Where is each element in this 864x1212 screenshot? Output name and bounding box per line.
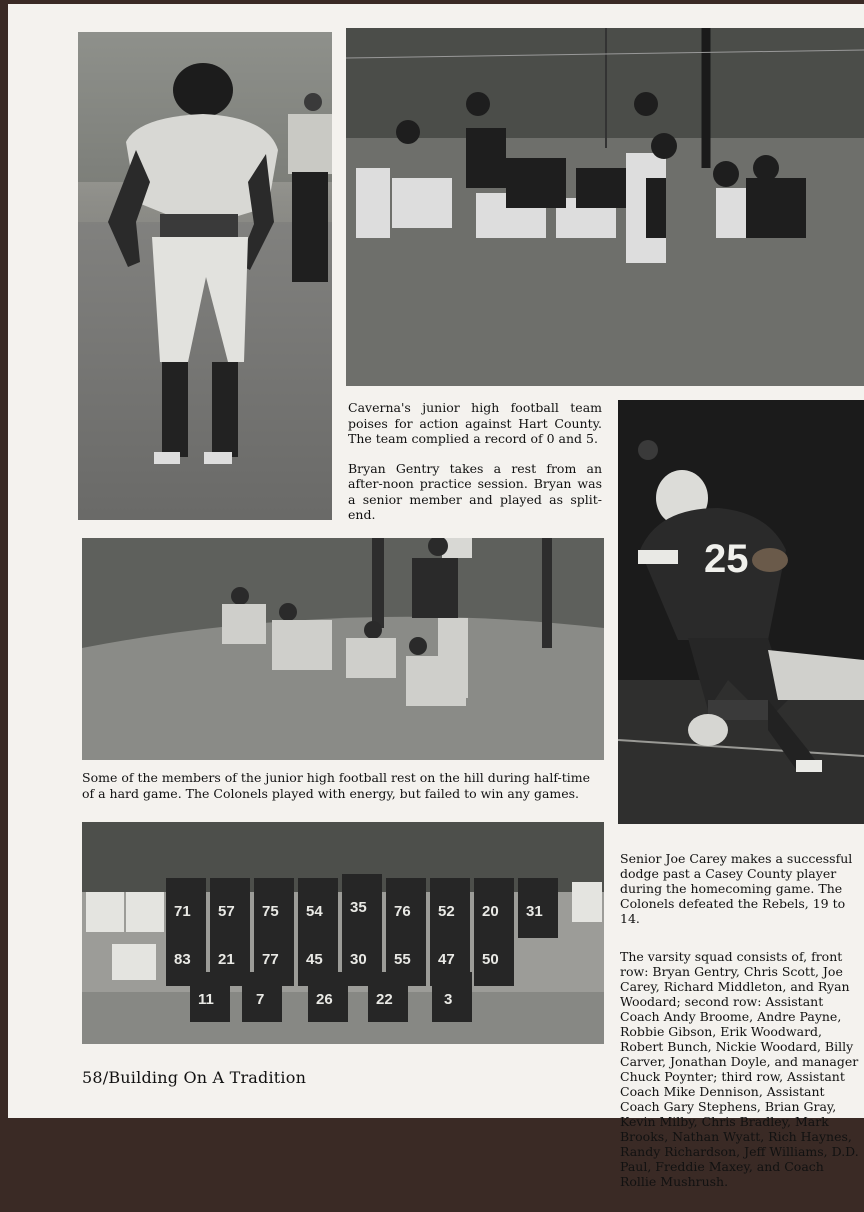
- team-number-15: 55: [394, 951, 411, 968]
- page-folio: 58/Building On A Tradition: [82, 1068, 307, 1087]
- lineup-caption-block: [348, 400, 602, 537]
- team-number-19: 7: [256, 991, 265, 1008]
- team-number-5: 35: [350, 899, 367, 916]
- practice-photo: [78, 32, 332, 520]
- runner-caption-block: [620, 836, 864, 1212]
- team-number-4: 54: [306, 903, 323, 920]
- team-number-16: 47: [438, 951, 455, 968]
- team-number-13: 45: [306, 951, 323, 968]
- runner-jersey-number: 25: [704, 537, 749, 581]
- photo-ball-carrier-25-icon: [618, 400, 864, 824]
- squad-caption: The varsity squad consists of, front row: Bryan Gentry, Chris Scott, Joe Carey, Richard Middleton, and Ryan Woodard; second row: Assistant Coach Andy Broome, Andre Payne, Robbie Gibson, Erik Woodward, Robert Bunch, Nickie Woodard, Billy Carver, Jonathan Doyle, and manager Chuck Poynter; third row, Assistant Coach Mike Dennison, Assistant Coach Gary Stephens, Brian Gray, Kevin Milby, Chris Bradley, Mark Brooks, Nathan Wyatt, Rich Haynes, Randy Richardson, Jeff Williams, D.D. Paul, Freddie Maxey, and Coach Rollie Mushrush.: [620, 949, 859, 1189]
- lineup-caption: Caverna's junior high football team poises for action against Hart County. The team complied a record of 0 and 5.: [348, 400, 602, 446]
- team-number-17: 50: [482, 951, 499, 968]
- photo-players-resting-on-hill-icon: [82, 538, 604, 760]
- team-number-9: 31: [526, 903, 543, 920]
- team-number-2: 57: [218, 903, 235, 920]
- practice-caption: Bryan Gentry takes a rest from an after-noon practice session. Bryan was a senior member and played as split-end.: [348, 460, 602, 522]
- team-number-1: 71: [174, 903, 191, 920]
- team-number-21: 22: [376, 991, 393, 1008]
- team-number-22: 3: [444, 991, 453, 1008]
- runner-photo: [618, 400, 864, 824]
- team-number-8: 20: [482, 903, 499, 920]
- lineup-photo: [346, 28, 864, 386]
- team-number-3: 75: [262, 903, 279, 920]
- hillside-photo: [82, 538, 604, 760]
- photo-varsity-squad-icon: [82, 822, 604, 1044]
- hillside-caption: Some of the members of the junior high football rest on the hill during half-time of a hard game. The Colonels played with energy, but failed to win any games.: [82, 770, 590, 801]
- yearbook-page: [8, 4, 864, 1189]
- team-number-20: 26: [316, 991, 333, 1008]
- team-number-6: 76: [394, 903, 411, 920]
- runner-caption: Senior Joe Carey makes a successful dodge past a Casey County player during the homecoming game. The Colonels defeated the Rebels, 19 to 14.: [620, 851, 853, 926]
- team-number-7: 52: [438, 903, 455, 920]
- hillside-caption-block: [82, 770, 604, 815]
- team-photo: [82, 822, 604, 1044]
- photo-football-player-practice-icon: [78, 32, 332, 520]
- team-number-10: 83: [174, 951, 191, 968]
- team-number-12: 77: [262, 951, 279, 968]
- team-number-14: 30: [350, 951, 367, 968]
- photo-football-lineup-icon: [346, 28, 864, 386]
- team-number-18: 11: [198, 991, 214, 1008]
- team-number-11: 21: [218, 951, 235, 968]
